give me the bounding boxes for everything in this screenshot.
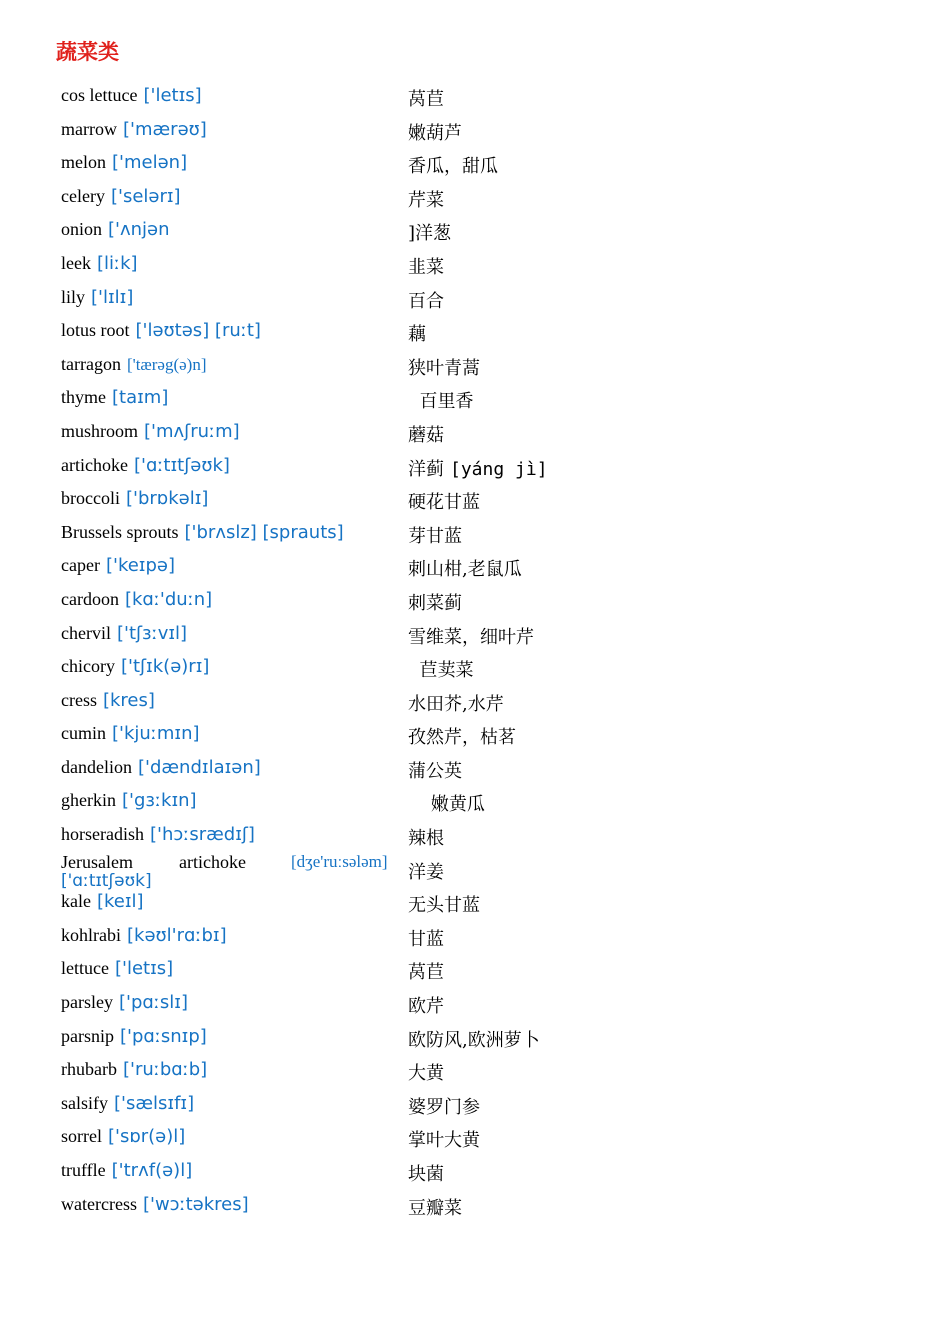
english-term <box>61 186 181 207</box>
english-term <box>61 219 170 240</box>
chinese-translation <box>408 85 444 111</box>
chinese-translation <box>408 1059 444 1085</box>
english-term <box>61 455 230 476</box>
translation-text: 芽甘蓝 <box>408 525 462 547</box>
word-text: parsley <box>61 992 113 1013</box>
list-item <box>0 517 950 551</box>
english-term <box>61 488 208 509</box>
phonetic-transcription: ['dændɪlaɪən] <box>137 756 261 778</box>
translation-text: 无头甘蓝 <box>408 895 480 917</box>
phonetic-transcription: [liːk] <box>96 252 138 274</box>
chinese-translation <box>408 992 444 1018</box>
english-term <box>61 152 187 173</box>
phonetic-transcription: ['tærəg(ə)n] <box>126 354 207 374</box>
translation-text: 雪维菜，细叶芹 <box>408 626 534 648</box>
english-term <box>61 1059 207 1080</box>
chinese-translation <box>408 891 480 917</box>
word-text: marrow <box>61 118 117 139</box>
phonetic-transcription: ['letɪs] <box>143 85 202 106</box>
phonetic-transcription: ['melən] <box>112 152 188 174</box>
translation-text: 辣根 <box>408 828 444 850</box>
phonetic-transcription: ['pɑːsnɪp] <box>120 1025 207 1047</box>
chinese-translation <box>408 555 522 581</box>
phonetic-transcription: ['brɒkəlɪ] <box>125 488 209 510</box>
chinese-translation <box>408 824 444 850</box>
phonetic-transcription: ['mʌʃruːm] <box>144 420 240 442</box>
word-text: truffle <box>61 1160 106 1180</box>
phonetic-transcription: ['hɔːsrædɪʃ] <box>149 824 255 846</box>
list-item <box>0 1054 950 1088</box>
chinese-translation <box>408 790 485 816</box>
chinese-translation <box>408 219 451 245</box>
phonetic-transcription: ['kjuːmɪn] <box>112 723 200 745</box>
translation-text: 韭菜 <box>408 256 444 278</box>
vocabulary-list <box>0 80 950 1222</box>
word-text: celery <box>61 185 105 206</box>
chinese-translation <box>408 757 462 783</box>
word-text: parsnip <box>61 1025 114 1046</box>
chinese-translation <box>408 421 444 447</box>
chinese-translation <box>408 623 534 649</box>
english-term <box>61 287 133 308</box>
translation-text: 莴苣 <box>408 89 444 110</box>
english-term <box>61 354 207 375</box>
chinese-translation <box>408 152 498 178</box>
word-text: horseradish <box>61 824 144 845</box>
word-text: cumin <box>61 723 106 744</box>
translation-text: 甘蓝 <box>408 928 444 950</box>
chinese-translation <box>408 387 473 413</box>
english-term <box>61 757 261 778</box>
word-text: lily <box>61 286 86 307</box>
list-item <box>0 1121 950 1155</box>
phonetic-transcription: ['lɪlɪ] <box>91 286 134 308</box>
word-text: cardoon <box>61 588 119 609</box>
list-item <box>0 886 950 920</box>
list-item <box>0 1189 950 1223</box>
translation-text: 婆罗门参 <box>408 1096 480 1118</box>
list-item <box>0 718 950 752</box>
word-text: artichoke <box>179 851 246 872</box>
translation-text: 块菌 <box>408 1164 444 1185</box>
word-text: artichoke <box>61 454 128 475</box>
english-term <box>61 891 144 912</box>
english-term <box>61 253 138 274</box>
word-text: salsify <box>61 1092 108 1113</box>
phonetic-transcription: [dʒe'ruːsələm] <box>291 851 388 871</box>
word-text: watercress <box>61 1193 137 1214</box>
chinese-translation <box>408 925 444 951</box>
chinese-translation <box>408 589 462 615</box>
word-text: gherkin <box>61 790 116 811</box>
list-item <box>0 651 950 685</box>
list-item <box>0 181 950 215</box>
list-item <box>0 987 950 1021</box>
list-item <box>0 450 950 484</box>
word-text: cos lettuce <box>61 85 138 105</box>
translation-text: 刺山柑,老鼠瓜 <box>408 559 522 581</box>
english-term <box>61 1194 249 1215</box>
word-text: lotus root <box>61 320 130 341</box>
list-item <box>0 618 950 652</box>
word-text: melon <box>61 152 106 173</box>
word-text: kohlrabi <box>61 924 121 945</box>
list-item <box>0 785 950 819</box>
translation-text: 苣荬菜 <box>408 660 474 682</box>
phonetic-transcription: ['ləʊtəs] [ruːt] <box>135 320 261 342</box>
english-term <box>61 958 173 979</box>
phonetic-transcription: ['tʃɜːvɪl] <box>116 622 188 644</box>
list-item <box>0 315 950 349</box>
list-item <box>0 685 950 719</box>
word-text: sorrel <box>61 1126 102 1147</box>
list-item <box>0 584 950 618</box>
word-text: thyme <box>61 387 106 408</box>
list-item <box>0 752 950 786</box>
translation-text: 孜然芹，枯茗 <box>408 727 516 749</box>
english-term <box>61 690 155 711</box>
english-term <box>61 824 255 845</box>
translation-text: 蒲公英 <box>408 760 462 782</box>
list-item <box>0 483 950 517</box>
word-text: onion <box>61 219 103 240</box>
chinese-translation <box>408 253 444 279</box>
phonetic-transcription: ['keɪpə] <box>105 555 176 577</box>
list-item <box>0 416 950 450</box>
chinese-translation <box>408 1194 462 1220</box>
english-term <box>61 790 197 811</box>
phonetic-transcription: ['wɔːtəkres] <box>142 1193 249 1215</box>
phonetic-transcription: ['letɪs] <box>114 958 174 980</box>
english-term <box>61 1093 194 1114</box>
list-item <box>0 851 950 891</box>
phonetic-transcription: ['ɑːtɪtʃəʊk] <box>133 454 230 476</box>
phonetic-transcription: [kɑː'duːn] <box>124 588 213 610</box>
english-term <box>61 522 344 543</box>
chinese-translation <box>408 1160 444 1186</box>
chinese-translation <box>408 186 444 212</box>
translation-text: 欧防风,欧洲萝卜 <box>408 1029 540 1051</box>
translation-text: 豆瓣菜 <box>408 1197 462 1219</box>
translation-text: 嫩葫芦 <box>408 122 462 144</box>
chinese-translation <box>408 958 444 984</box>
translation-text: 百里香 <box>408 391 474 413</box>
word-text: caper <box>61 555 100 576</box>
list-item <box>0 1088 950 1122</box>
list-item <box>0 819 950 853</box>
list-item <box>0 1155 950 1189</box>
chinese-translation <box>408 723 516 749</box>
english-term <box>61 925 227 946</box>
english-term <box>61 387 168 408</box>
english-term <box>61 1026 207 1047</box>
chinese-translation <box>408 455 548 481</box>
phonetic-transcription: ['ɑːtɪtʃəʊk] <box>61 870 152 891</box>
translation-text: 欧芹 <box>408 996 444 1018</box>
list-item <box>0 382 950 416</box>
chinese-translation <box>408 690 504 716</box>
translation-text: 洋蓟 <box>408 458 444 480</box>
phonetic-transcription: ['gɜːkɪn] <box>121 790 197 812</box>
translation-text: ]洋葱 <box>408 223 452 245</box>
word-text: tarragon <box>61 353 121 374</box>
translation-text: 莴苣 <box>408 962 444 984</box>
word-text: mushroom <box>61 420 139 441</box>
english-term <box>61 119 207 140</box>
phonetic-transcription: ['selərɪ] <box>110 185 181 207</box>
list-item <box>0 147 950 181</box>
list-item <box>0 114 950 148</box>
phonetic-transcription: ['brʌslz] [sprauts] <box>184 521 344 543</box>
list-item <box>0 920 950 954</box>
chinese-translation <box>408 320 426 346</box>
list-item <box>0 248 950 282</box>
word-text: dandelion <box>61 756 132 777</box>
translation-text: 藕 <box>408 324 426 346</box>
translation-text: 狭叶青蒿 <box>408 357 480 379</box>
phonetic-transcription: ['sælsɪfɪ] <box>114 1092 195 1114</box>
phonetic-transcription: [keɪl] <box>96 891 144 913</box>
phonetic-transcription: ['sɒr(ə)l] <box>107 1126 186 1148</box>
list-item <box>0 282 950 316</box>
translation-text: 刺菜蓟 <box>408 592 462 614</box>
english-term <box>61 623 187 644</box>
chinese-translation <box>408 522 462 548</box>
word-text: cress <box>61 689 97 710</box>
chinese-translation <box>408 119 462 145</box>
chinese-translation <box>408 858 444 884</box>
translation-text: 水田芥,水芹 <box>408 693 504 715</box>
word-text: Brussels sprouts <box>61 521 179 542</box>
translation-text: 蘑菇 <box>408 424 444 446</box>
pinyin-text: [yáng jì] <box>450 458 548 480</box>
translation-text: 香瓜，甜瓜 <box>408 156 498 178</box>
page-title: 蔬菜类 <box>56 39 119 64</box>
word-text: kale <box>61 891 91 912</box>
english-term <box>61 555 175 576</box>
english-term <box>61 656 209 677</box>
english-term <box>61 589 212 610</box>
translation-text: 洋姜 <box>408 861 444 883</box>
english-term <box>61 1160 192 1181</box>
translation-text: 硬花甘蓝 <box>408 492 480 514</box>
phonetic-transcription: ['ʌnjən <box>108 219 170 241</box>
list-item <box>0 550 950 584</box>
chinese-translation <box>408 488 480 514</box>
word-text: chicory <box>61 656 115 677</box>
phonetic-transcription: ['mærəʊ] <box>122 118 207 140</box>
list-item <box>0 349 950 383</box>
phonetic-transcription: ['pɑːslɪ] <box>118 992 188 1014</box>
phonetic-transcription: ['tʃɪk(ə)rɪ] <box>120 656 210 678</box>
list-item <box>0 953 950 987</box>
english-term <box>61 421 240 442</box>
word-text: chervil <box>61 622 111 643</box>
list-item <box>0 80 950 114</box>
word-text: Jerusalem <box>61 851 133 872</box>
translation-text: 大黄 <box>408 1063 444 1085</box>
chinese-translation <box>408 656 473 682</box>
chinese-translation <box>408 287 444 313</box>
english-term <box>61 723 200 744</box>
phonetic-transcription: [kəʊl'rɑːbɪ] <box>127 924 227 946</box>
word-text: lettuce <box>61 958 109 979</box>
word-text: leek <box>61 252 91 273</box>
english-term <box>61 85 202 106</box>
english-term <box>61 320 261 341</box>
phonetic-transcription: ['ruːbɑːb] <box>122 1059 208 1081</box>
phonetic-transcription: [kres] <box>102 689 155 711</box>
list-item <box>0 214 950 248</box>
phonetic-transcription: ['trʌf(ə)l] <box>111 1160 193 1181</box>
chinese-translation <box>408 1093 480 1119</box>
chinese-translation <box>408 1126 480 1152</box>
list-item <box>0 1021 950 1055</box>
phonetic-transcription: [taɪm] <box>112 387 169 409</box>
translation-text: 百合 <box>408 290 444 312</box>
translation-text: 芹菜 <box>408 189 444 211</box>
translation-text: 掌叶大黄 <box>408 1130 480 1152</box>
word-text: rhubarb <box>61 1059 117 1080</box>
word-text: broccoli <box>61 488 120 509</box>
chinese-translation <box>408 1026 540 1052</box>
translation-text: 嫩黄瓜 <box>408 794 485 816</box>
chinese-translation <box>408 354 480 380</box>
english-term <box>61 1126 185 1147</box>
english-term <box>61 992 188 1013</box>
